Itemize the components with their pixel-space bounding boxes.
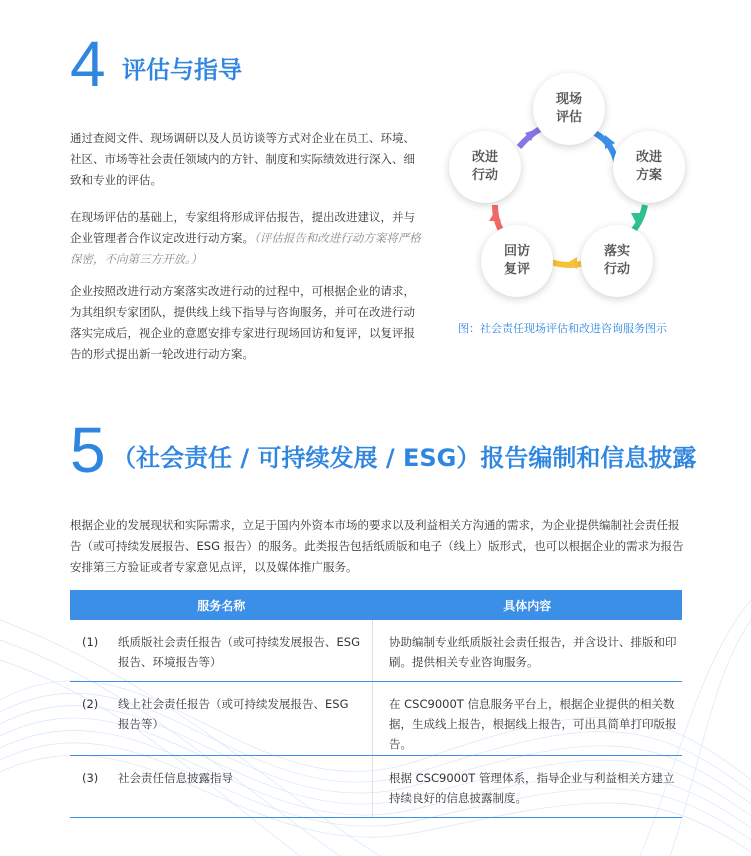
table-row (70, 682, 682, 756)
row-index: (2) (70, 682, 117, 756)
header-details: 具体内容 (373, 590, 683, 620)
cycle-node-implement-actions: 落实行动 (581, 225, 653, 297)
cycle-node-improvement-plan: 改进方案 (613, 131, 685, 203)
cycle-node-improvement-actions: 改进行动 (449, 131, 521, 203)
section-5-intro: 根据企业的发展现状和实际需求，立足于国内外资本市场的要求以及利益相关方沟通的需求，为企业提供编制社会责任报告（或可持续发展报告、ESG 报告）的服务。此类报告包括纸质版和电子（线上）版形式，也可以根据企业的需求为报告安排第三方验证或者专家意见点评，以及媒体推广服务。 (70, 518, 684, 574)
arrow-red-icon (489, 211, 501, 221)
confidentiality-note: （评估报告和改进行动方案将严格保密，不向第三方开放。） (70, 231, 421, 266)
row-index: (3) (70, 756, 117, 818)
table-row (70, 756, 682, 818)
row-service-name: 社会责任信息披露指导 (117, 756, 373, 818)
paragraph-2-text: 在现场评估的基础上，专家组将形成评估报告，提出改进建议，并与企业管理者合作议定改进行动方案。 (70, 210, 415, 245)
section-4-number: 4 (70, 28, 106, 100)
section-5-title: （社会责任 / 可持续发展 / ESG）报告编制和信息披露 (112, 444, 697, 472)
row-details: 在 CSC9000T 信息服务平台上，根据企业提供的相关数据，生成线上报告，根据线上报告，可出具简单打印版报告。 (373, 682, 683, 756)
header-service-name: 服务名称 (70, 590, 373, 620)
section-4-paragraph-3: 企业按照改进行动方案落实改进行动的过程中，可根据企业的请求，为其组织专家团队，提供线上线下指导与咨询服务，并可在改进行动落实完成后，视企业的意愿安排专家进行现场回访和复评，以复评报告的形式提出新一轮改进行动方案。 (70, 284, 415, 361)
section-4-title: 评估与指导 (122, 56, 242, 84)
row-details: 协助编制专业纸质版社会责任报告，并含设计、排版和印刷。提供相关专业咨询服务。 (373, 620, 683, 682)
row-details: 根据 CSC9000T 管理体系，指导企业与利益相关方建立持续良好的信息披露制度。 (373, 756, 683, 818)
row-index: (1) (70, 620, 117, 682)
section-4-paragraph-2 (70, 207, 425, 270)
section-5-number: 5 (70, 414, 106, 486)
row-service-name: 纸质版社会责任报告（或可持续发展报告、ESG 报告、环境报告等） (117, 620, 373, 682)
table-row (70, 620, 682, 682)
diagram-caption: 图：社会责任现场评估和改进咨询服务图示 (458, 322, 667, 335)
table-header-row (70, 590, 682, 620)
row-service-name: 线上社会责任报告（或可持续发展报告、ESG 报告等） (117, 682, 373, 756)
services-table (70, 590, 682, 818)
cycle-node-site-assessment: 现场评估 (533, 73, 605, 145)
service-cycle-diagram (445, 65, 695, 315)
cycle-node-revisit-reassess: 回访复评 (481, 225, 553, 297)
section-4-paragraph-1: 通过查阅文件、现场调研以及人员访谈等方式对企业在员工、环境、社区、市场等社会责任领域内的方针、制度和实际绩效进行深入、细致和专业的评估。 (70, 131, 415, 187)
